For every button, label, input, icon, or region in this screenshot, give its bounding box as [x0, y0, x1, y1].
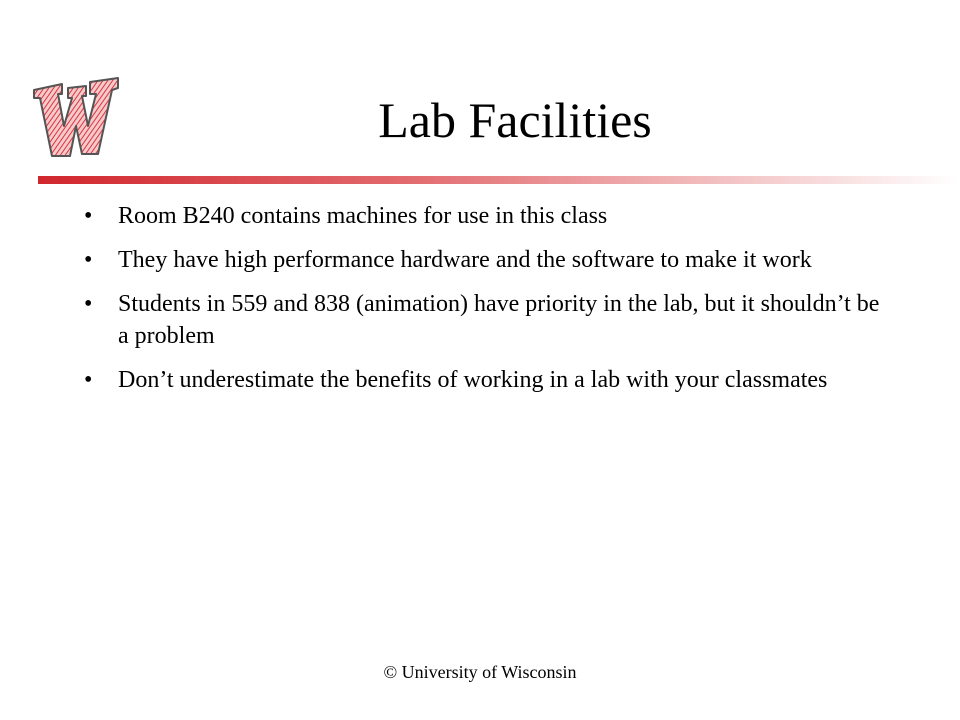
bullet-text: Room B240 contains machines for use in this class [118, 203, 608, 229]
bullet-text: Don’t underestimate the benefits of working in a lab with your classmates [118, 367, 828, 393]
bullet-item [84, 244, 884, 276]
title-divider [38, 176, 960, 184]
bullet-dot-icon: • [84, 203, 93, 229]
bullet-dot-icon: • [84, 367, 93, 393]
bullet-item [84, 364, 884, 396]
bullet-item [84, 288, 884, 352]
slide-title: Lab Facilities [378, 92, 652, 148]
bullet-list [84, 200, 884, 408]
bullet-item [84, 200, 884, 232]
bullet-text: Students in 559 and 838 (animation) have priority in the lab, but it shouldn’t be a problem [118, 291, 880, 349]
bullet-text: They have high performance hardware and the software to make it work [118, 247, 812, 273]
bullet-dot-icon: • [84, 291, 93, 317]
bullet-dot-icon: • [84, 247, 93, 273]
slide-footer: © University of Wisconsin [383, 662, 577, 682]
